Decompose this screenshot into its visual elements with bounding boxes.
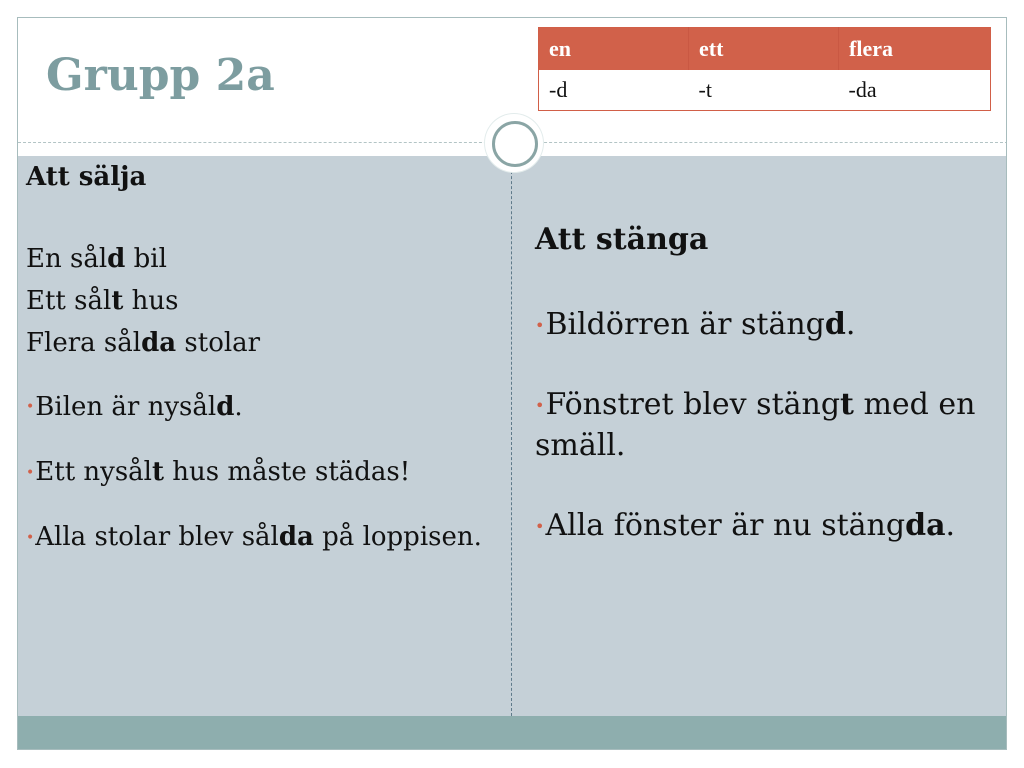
slide [17, 17, 1007, 750]
table-header-ett: ett [689, 28, 839, 71]
bullet-text: med en smäll. [535, 387, 976, 463]
content-area [18, 156, 1007, 716]
ending-table [538, 27, 991, 111]
table-cell-flera: -da [839, 70, 991, 111]
bullet-icon: • [26, 399, 35, 416]
line-ending: d [107, 243, 126, 274]
bullet-icon: • [535, 517, 545, 537]
bullet-item [26, 522, 496, 553]
line-ending: t [111, 285, 124, 316]
table-cell-ett: -t [689, 70, 839, 111]
bullet-item [26, 392, 496, 423]
bullet-icon: • [535, 396, 545, 416]
table-header-en: en [539, 28, 689, 71]
bullet-ending: d [216, 391, 235, 422]
bullet-text: Alla fönster är nu stäng [545, 508, 906, 543]
bullet-ending: t [840, 387, 854, 422]
bullet-text: Fönstret blev stäng [545, 387, 841, 422]
bullet-ending: d [824, 306, 846, 342]
line-text: Flera sål [26, 327, 142, 358]
ring-icon [492, 121, 538, 167]
bullet-text: . [845, 306, 856, 342]
left-heading: Att sälja [26, 162, 147, 192]
bullet-text: . [234, 391, 243, 422]
slide-title: Grupp 2a [46, 50, 275, 101]
left-column [26, 162, 496, 553]
line-text: En sål [26, 243, 108, 274]
column-divider [511, 156, 512, 716]
bullet-item [535, 385, 995, 466]
table-row [539, 70, 991, 111]
table-header-row [539, 28, 991, 71]
right-column [535, 220, 995, 547]
table-header-flera: flera [839, 28, 991, 71]
line-text: stolar [176, 327, 261, 358]
footer-band [18, 716, 1007, 750]
bullet-ending: da [905, 508, 946, 543]
bullet-text: Ett nysål [35, 457, 152, 488]
line-text: bil [125, 243, 167, 274]
example-line [26, 322, 496, 364]
bullet-item [26, 457, 496, 488]
bullet-item [535, 506, 995, 547]
bullet-text: Bilen är nysål [35, 391, 217, 422]
bullet-icon: • [26, 465, 35, 482]
bullet-text: . [945, 508, 956, 543]
table-cell-en: -d [539, 70, 689, 111]
right-heading: Att stänga [535, 222, 709, 257]
bullet-icon: • [26, 529, 35, 546]
bullet-icon: • [535, 315, 545, 335]
bullet-item [535, 305, 995, 346]
bullet-text: på loppisen. [313, 522, 482, 553]
line-ending: da [141, 327, 177, 358]
bullet-text: Alla stolar blev sål [35, 522, 279, 553]
bullet-text: hus måste städas! [164, 457, 411, 488]
bullet-ending: t [152, 457, 165, 488]
circle-ornament-icon [485, 114, 543, 172]
line-text: hus [123, 285, 179, 316]
bullet-ending: da [278, 522, 314, 553]
example-line [26, 238, 496, 280]
line-text: Ett sål [26, 285, 112, 316]
bullet-text: Bildörren är stäng [545, 306, 825, 342]
example-line [26, 280, 496, 322]
